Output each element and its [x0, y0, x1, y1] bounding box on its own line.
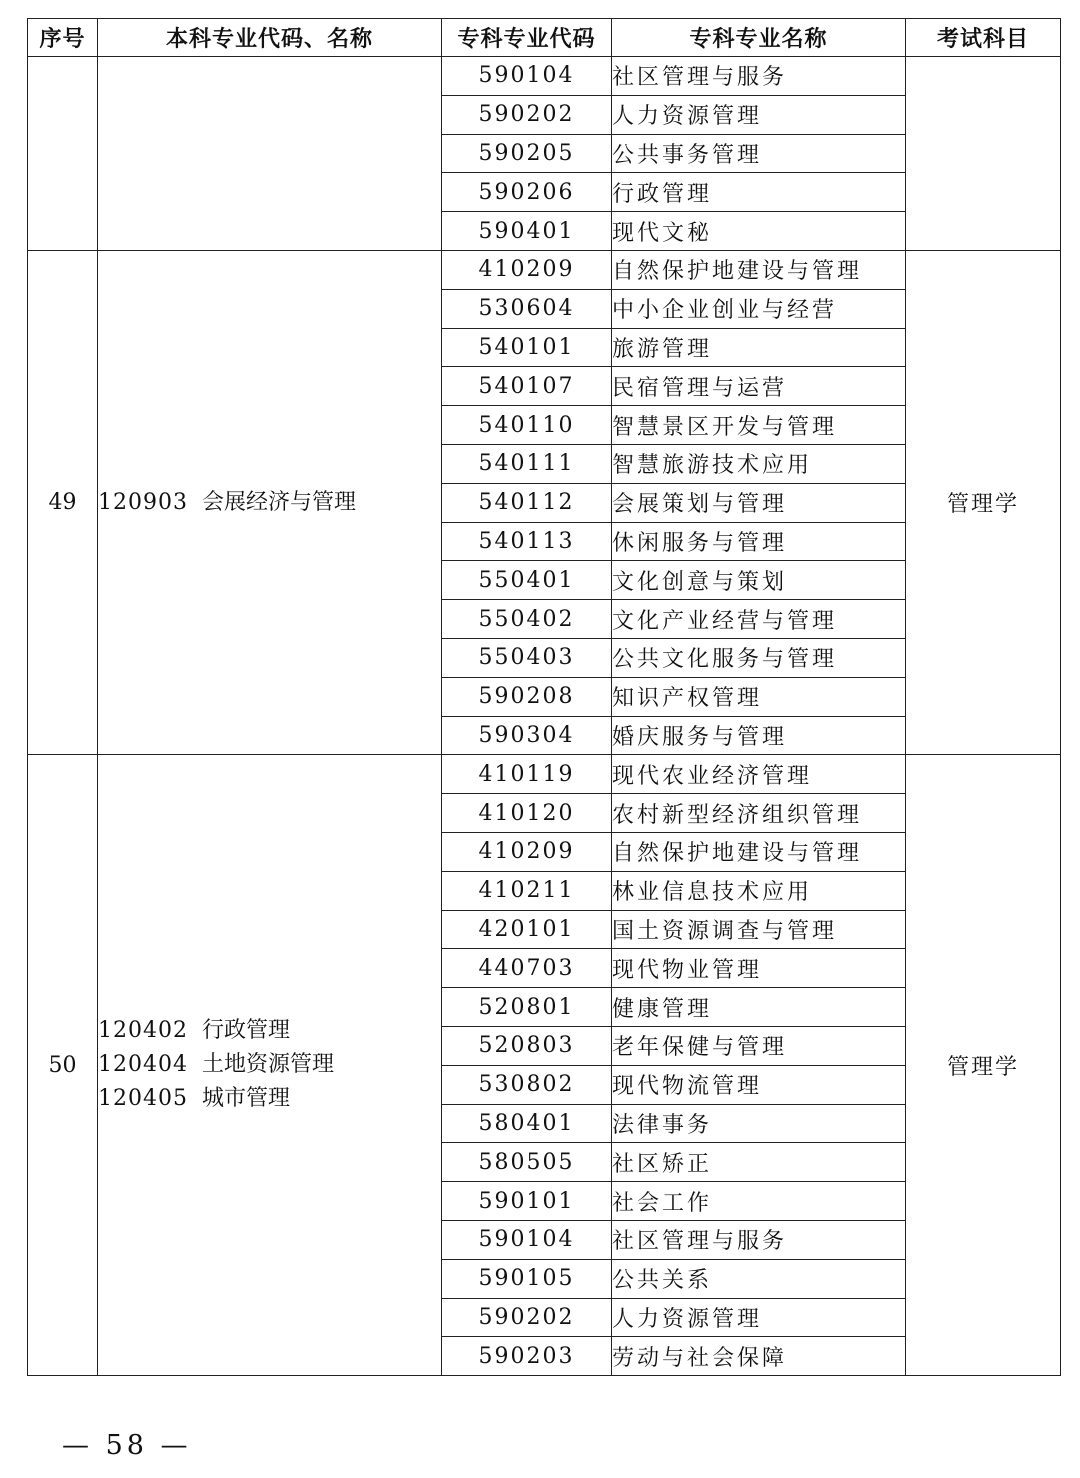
subject-cell: 管理学 — [906, 755, 1061, 1376]
vocational-code-cell: 590105 — [442, 1259, 612, 1298]
vocational-code-cell: 550401 — [442, 561, 612, 600]
vocational-code-cell: 520803 — [442, 1026, 612, 1065]
vocational-name-cell: 现代物流管理 — [612, 1065, 906, 1104]
undergraduate-major — [98, 1082, 441, 1116]
vocational-code-cell: 420101 — [442, 910, 612, 949]
vocational-name-cell: 休闲服务与管理 — [612, 522, 906, 561]
vocational-name-cell: 旅游管理 — [612, 328, 906, 367]
undergraduate-code: 120903 — [98, 489, 188, 515]
undergraduate-cell — [98, 57, 442, 251]
seq-cell: 49 — [28, 250, 98, 754]
vocational-name-cell: 现代物业管理 — [612, 949, 906, 988]
vocational-code-cell: 540110 — [442, 406, 612, 445]
vocational-code-cell: 590202 — [442, 1298, 612, 1337]
vocational-name-cell: 文化创意与策划 — [612, 561, 906, 600]
vocational-code-cell: 540112 — [442, 483, 612, 522]
undergraduate-code: 120405 — [98, 1086, 188, 1112]
vocational-name-cell: 民宿管理与运营 — [612, 367, 906, 406]
vocational-name-cell: 公共文化服务与管理 — [612, 638, 906, 677]
header-vocational-name: 专科专业名称 — [612, 19, 906, 57]
vocational-code-cell: 550402 — [442, 600, 612, 639]
vocational-name-cell: 健康管理 — [612, 988, 906, 1027]
vocational-code-cell: 590104 — [442, 57, 612, 96]
table-row — [28, 57, 1061, 96]
vocational-name-cell: 公共关系 — [612, 1259, 906, 1298]
vocational-name-cell: 社区管理与服务 — [612, 1220, 906, 1259]
vocational-code-cell: 410209 — [442, 832, 612, 871]
table-header — [28, 19, 1061, 57]
vocational-name-cell: 人力资源管理 — [612, 1298, 906, 1337]
vocational-name-cell: 智慧旅游技术应用 — [612, 444, 906, 483]
majors-table — [27, 18, 1061, 1376]
vocational-name-cell: 自然保护地建设与管理 — [612, 832, 906, 871]
undergraduate-name: 土地资源管理 — [202, 1052, 335, 1078]
vocational-code-cell: 590101 — [442, 1182, 612, 1221]
header-undergraduate: 本科专业代码、名称 — [98, 19, 442, 57]
vocational-name-cell: 现代文秘 — [612, 212, 906, 251]
vocational-code-cell: 590208 — [442, 677, 612, 716]
header-seq: 序号 — [28, 19, 98, 57]
vocational-name-cell: 公共事务管理 — [612, 134, 906, 173]
vocational-code-cell: 580505 — [442, 1143, 612, 1182]
vocational-code-cell: 590304 — [442, 716, 612, 755]
header-vocational-code: 专科专业代码 — [442, 19, 612, 57]
vocational-name-cell: 中小企业创业与经营 — [612, 289, 906, 328]
vocational-code-cell: 520801 — [442, 988, 612, 1027]
header-subject: 考试科目 — [906, 19, 1061, 57]
vocational-code-cell: 540113 — [442, 522, 612, 561]
vocational-name-cell: 文化产业经营与管理 — [612, 600, 906, 639]
vocational-code-cell: 590401 — [442, 212, 612, 251]
vocational-name-cell: 法律事务 — [612, 1104, 906, 1143]
undergraduate-cell — [98, 755, 442, 1376]
subject-cell: 管理学 — [906, 250, 1061, 754]
vocational-code-cell: 540101 — [442, 328, 612, 367]
vocational-name-cell: 老年保健与管理 — [612, 1026, 906, 1065]
vocational-code-cell: 410211 — [442, 871, 612, 910]
seq-cell: 50 — [28, 755, 98, 1376]
vocational-code-cell: 410119 — [442, 755, 612, 794]
vocational-name-cell: 人力资源管理 — [612, 95, 906, 134]
vocational-name-cell: 自然保护地建设与管理 — [612, 250, 906, 289]
vocational-name-cell: 婚庆服务与管理 — [612, 716, 906, 755]
vocational-code-cell: 440703 — [442, 949, 612, 988]
vocational-name-cell: 现代农业经济管理 — [612, 755, 906, 794]
vocational-name-cell: 劳动与社会保障 — [612, 1337, 906, 1376]
vocational-code-cell: 530802 — [442, 1065, 612, 1104]
undergraduate-cell — [98, 250, 442, 754]
undergraduate-major — [98, 1014, 441, 1048]
header-row — [28, 19, 1061, 57]
vocational-code-cell: 540107 — [442, 367, 612, 406]
page-number: — 58 — — [62, 1430, 192, 1461]
undergraduate-name: 行政管理 — [202, 1018, 291, 1044]
vocational-name-cell: 社区管理与服务 — [612, 57, 906, 96]
table-row — [28, 250, 1061, 289]
undergraduate-major — [98, 1048, 441, 1082]
vocational-name-cell: 社会工作 — [612, 1182, 906, 1221]
undergraduate-name: 会展经济与管理 — [202, 489, 357, 515]
vocational-name-cell: 社区矫正 — [612, 1143, 906, 1182]
vocational-code-cell: 530604 — [442, 289, 612, 328]
vocational-code-cell: 590203 — [442, 1337, 612, 1376]
vocational-name-cell: 国土资源调查与管理 — [612, 910, 906, 949]
undergraduate-major — [98, 486, 441, 520]
vocational-name-cell: 农村新型经济组织管理 — [612, 794, 906, 833]
vocational-code-cell: 590202 — [442, 95, 612, 134]
vocational-name-cell: 会展策划与管理 — [612, 483, 906, 522]
table-body — [28, 57, 1061, 1376]
vocational-name-cell: 知识产权管理 — [612, 677, 906, 716]
vocational-code-cell: 590104 — [442, 1220, 612, 1259]
vocational-code-cell: 410209 — [442, 250, 612, 289]
vocational-code-cell: 540111 — [442, 444, 612, 483]
vocational-code-cell: 410120 — [442, 794, 612, 833]
subject-cell — [906, 57, 1061, 251]
vocational-name-cell: 行政管理 — [612, 173, 906, 212]
table-row — [28, 755, 1061, 794]
undergraduate-code: 120404 — [98, 1052, 188, 1078]
vocational-code-cell: 550403 — [442, 638, 612, 677]
vocational-name-cell: 林业信息技术应用 — [612, 871, 906, 910]
vocational-code-cell: 590205 — [442, 134, 612, 173]
undergraduate-code: 120402 — [98, 1018, 188, 1044]
vocational-name-cell: 智慧景区开发与管理 — [612, 406, 906, 445]
undergraduate-name: 城市管理 — [202, 1086, 291, 1112]
seq-cell — [28, 57, 98, 251]
vocational-code-cell: 590206 — [442, 173, 612, 212]
vocational-code-cell: 580401 — [442, 1104, 612, 1143]
